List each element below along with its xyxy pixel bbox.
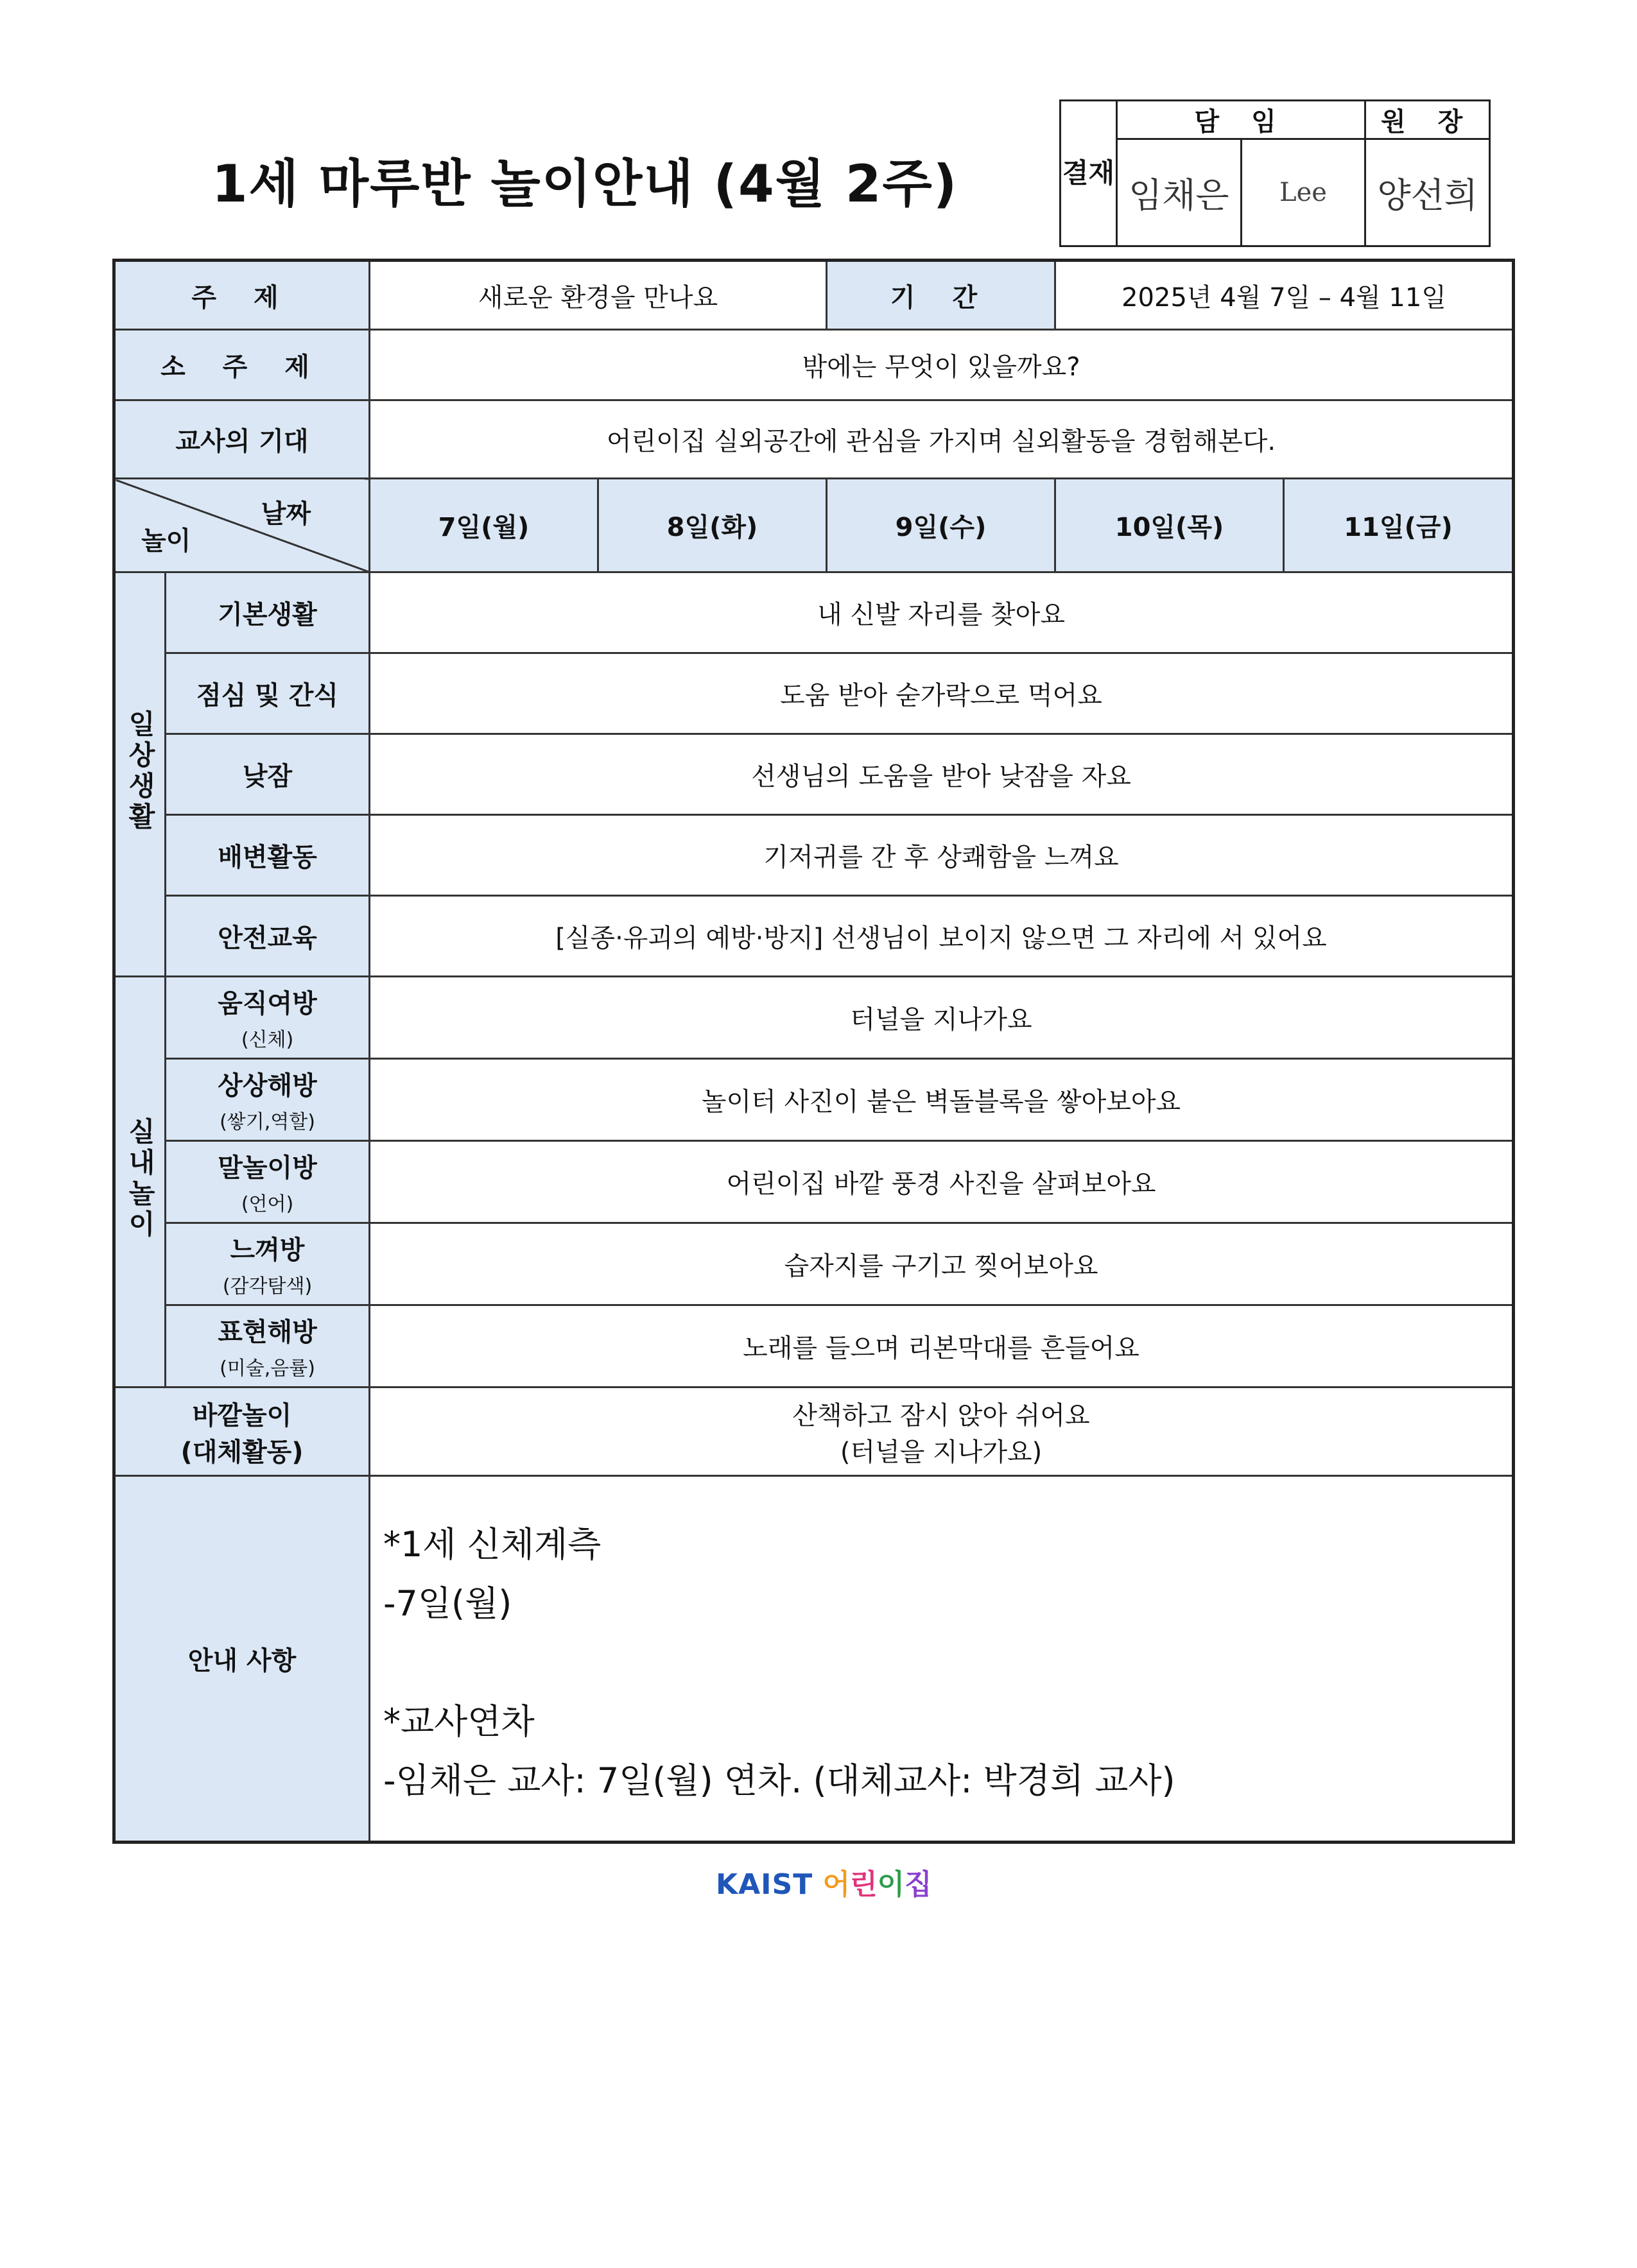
room-name: 움직여방	[218, 989, 317, 1018]
room-category: (언어)	[241, 1193, 294, 1216]
notice-line: *1세 신체계측	[383, 1524, 602, 1565]
room-category: (쌓기,역할)	[220, 1111, 315, 1133]
notice-line: -7일(월)	[383, 1583, 512, 1624]
logo-char: 어	[822, 1868, 851, 1901]
homeroom-signature: 임채은	[1117, 139, 1242, 246]
row-label: 점심 및 간식	[166, 653, 370, 734]
kaist-daycare-logo	[716, 1861, 932, 1902]
logo-char: 린	[850, 1868, 878, 1901]
day-header: 8일(화)	[598, 479, 827, 572]
expectation-label: 교사의 기대	[114, 400, 370, 479]
row-label: 안전교육	[166, 896, 370, 977]
page-title: 1세 마루반 놀이안내 (4월 2주)	[212, 154, 958, 214]
approval-box	[1059, 99, 1491, 247]
logo-brand: KAIST	[716, 1868, 813, 1901]
room-name: 상상해방	[218, 1071, 317, 1101]
approval-label: 결재	[1061, 101, 1117, 246]
room-name: 표현해방	[218, 1318, 317, 1347]
row-value: 노래를 들으며 리본막대를 흔들어요	[370, 1305, 1514, 1387]
day-header: 10일(목)	[1055, 479, 1284, 572]
expectation-value: 어린이집 실외공간에 관심을 가지며 실외활동을 경험해본다.	[370, 400, 1514, 479]
notice-line	[383, 1633, 1512, 1692]
notice-line: *교사연차	[383, 1701, 535, 1742]
row-value: [실종·유괴의 예방·방지] 선생님이 보이지 않으면 그 자리에 서 있어요	[370, 896, 1514, 977]
outdoor-label	[114, 1387, 370, 1476]
outdoor-line2: (터널을 지나가요)	[840, 1437, 1043, 1467]
room-label	[166, 977, 370, 1059]
subtopic-label: 소 주 제	[114, 330, 370, 400]
row-value: 놀이터 사진이 붙은 벽돌블록을 쌓아보아요	[370, 1059, 1514, 1141]
day-header: 9일(수)	[827, 479, 1055, 572]
play-header-label: 놀이	[141, 526, 191, 556]
room-label	[166, 1305, 370, 1387]
row-value: 어린이집 바깥 풍경 사진을 살펴보아요	[370, 1141, 1514, 1223]
period-value: 2025년 4월 7일 – 4월 11일	[1055, 261, 1514, 330]
director-label: 원 장	[1365, 101, 1490, 139]
row-value: 도움 받아 숟가락으로 먹어요	[370, 653, 1514, 734]
room-category: (미술,음률)	[220, 1357, 315, 1380]
weekly-plan-table	[112, 259, 1515, 1844]
daily-life-group	[114, 572, 166, 977]
room-label	[166, 1223, 370, 1305]
row-value: 터널을 지나가요	[370, 977, 1514, 1059]
room-name: 느껴방	[230, 1235, 305, 1265]
topic-value: 새로운 환경을 만나요	[370, 261, 827, 330]
period-label: 기 간	[827, 261, 1055, 330]
director-signature: 양선희	[1365, 139, 1490, 246]
row-label: 낮잠	[166, 734, 370, 815]
homeroom-initial: Lee	[1241, 139, 1365, 246]
daily-life-group-label: 일상생활	[125, 709, 156, 833]
room-name: 말놀이방	[218, 1153, 317, 1183]
outdoor-value	[370, 1387, 1514, 1476]
row-value: 선생님의 도움을 받아 낮잠을 자요	[370, 734, 1514, 815]
logo-char: 이	[877, 1868, 905, 1901]
homeroom-label: 담 임	[1117, 101, 1365, 139]
row-value: 기저귀를 간 후 상쾌함을 느껴요	[370, 815, 1514, 896]
day-header: 7일(월)	[370, 479, 598, 572]
topic-label: 주 제	[114, 261, 370, 330]
outdoor-line1: 산책하고 잠시 앉아 쉬어요	[792, 1400, 1090, 1430]
row-value: 습자지를 구기고 찢어보아요	[370, 1223, 1514, 1305]
indoor-play-group-label: 실내놀이	[125, 1117, 156, 1241]
outdoor-sub: (대체활동)	[180, 1437, 304, 1467]
row-value: 내 신발 자리를 찾아요	[370, 572, 1514, 653]
room-label	[166, 1059, 370, 1141]
row-label: 배변활동	[166, 815, 370, 896]
notice-content	[370, 1476, 1514, 1843]
notice-line: -임채은 교사: 7일(월) 연차. (대체교사: 박경희 교사)	[383, 1760, 1175, 1801]
logo-char: 집	[905, 1868, 932, 1901]
day-header: 11일(금)	[1284, 479, 1514, 572]
outdoor-name: 바깥놀이	[192, 1400, 292, 1430]
room-label	[166, 1141, 370, 1223]
date-play-header	[114, 479, 370, 572]
subtopic-value: 밖에는 무엇이 있을까요?	[370, 330, 1514, 400]
notice-label: 안내 사항	[114, 1476, 370, 1843]
row-label: 기본생활	[166, 572, 370, 653]
room-category: (신체)	[241, 1029, 294, 1051]
indoor-play-group	[114, 977, 166, 1387]
room-category: (감각탐색)	[222, 1275, 313, 1298]
date-header-label: 날짜	[261, 499, 311, 529]
